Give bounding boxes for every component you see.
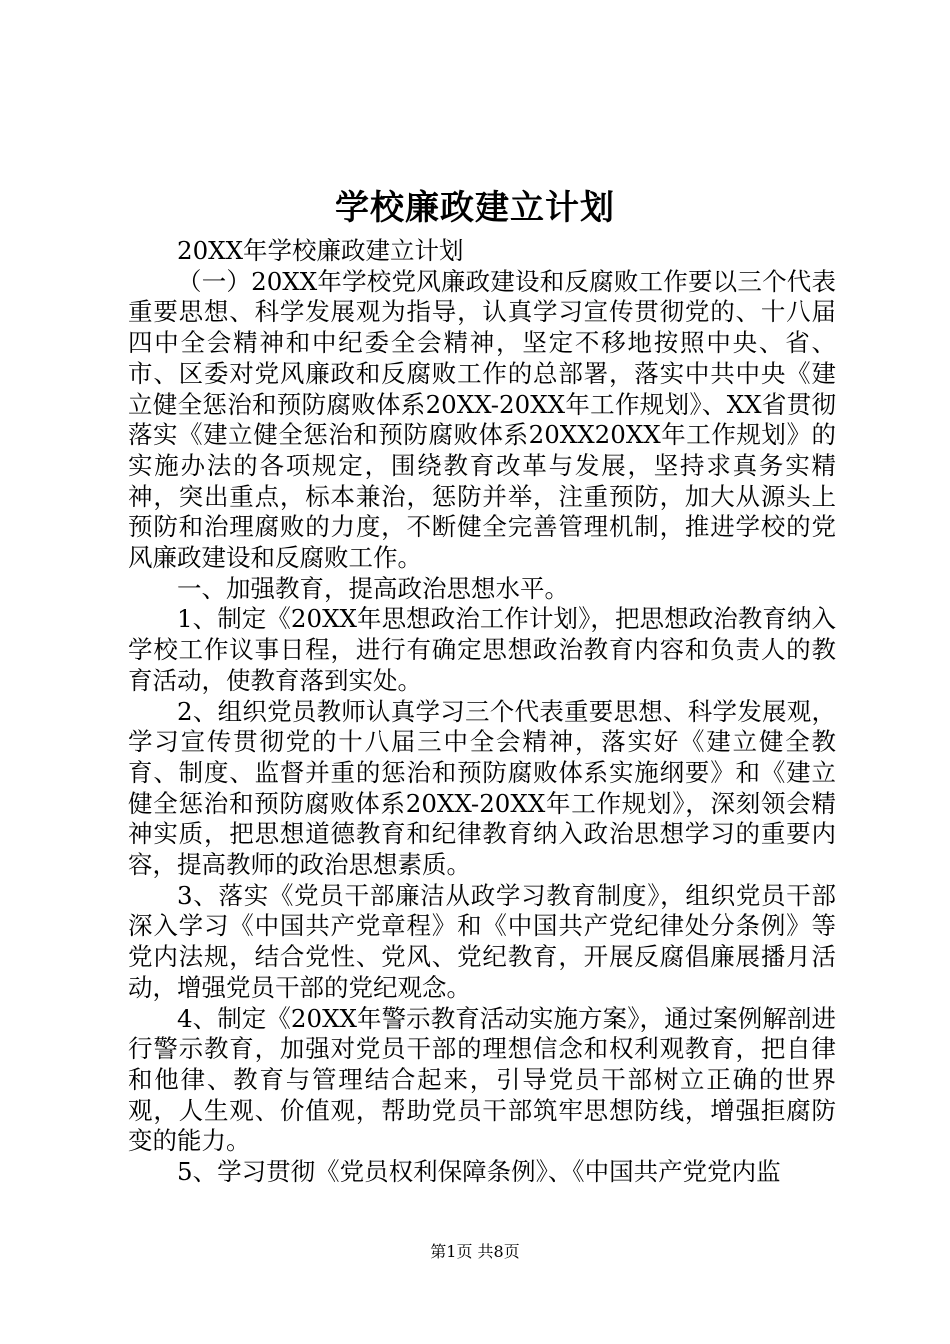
- paragraph-item-4: 4、制定《20XX年警示教育活动实施方案》，通过案例解剖进行警示教育，加强对党员干部的理想信念和权利观教育，把自律和他律、教育与管理结合起来，引导党员干部树立正确的世界观，人生观、价值观，帮助党员干部筑牢思想防线，增强拒腐防变的能力。: [128, 1003, 836, 1156]
- paragraph-item-5: 5、学习贯彻《党员权利保障条例》、《中国共产党党内监: [177, 1157, 781, 1187]
- document-body: [128, 236, 836, 1188]
- paragraph-intro: （一）20XX年学校党风廉政建设和反腐败工作要以三个代表重要思想、科学发展观为指导，认真学习宣传贯彻党的、十八届四中全会精神和中纪委全会精神，坚定不移地按照中央、省、市、区委对党风廉政和反腐败工作的总部署，落实中共中央《建立健全惩治和预防腐败体系20XX-20XX年工作规划》、XX省贯彻落实《建立健全惩治和预防腐败体系20XX20XX年工作规划》的实施办法的各项规定，围绕教育改革与发展，坚持求真务实精神，突出重点，标本兼治，惩防并举，注重预防，加大从源头上预防和治理腐败的力度，不断健全完善管理机制，推进学校的党风廉政建设和反腐败工作。: [128, 266, 836, 573]
- document-subtitle: 20XX年学校廉政建立计划: [177, 236, 464, 265]
- paragraph-item-3: 3、落实《党员干部廉洁从政学习教育制度》，组织党员干部深入学习《中国共产党章程》和《中国共产党纪律处分条例》等党内法规，结合党性、党风、党纪教育，开展反腐倡廉展播月活动，增强党员干部的党纪观念。: [128, 880, 836, 1002]
- section-heading-1: 一、加强教育，提高政治思想水平。: [177, 573, 569, 603]
- paragraph-item-2: 2、组织党员教师认真学习三个代表重要思想、科学发展观，学习宣传贯彻党的十八届三中全会精神，落实好《建立健全教育、制度、监督并重的惩治和预防腐败体系实施纲要》和《建立健全惩治和预防腐败体系20XX-20XX年工作规划》，深刻领会精神实质，把思想道德教育和纪律教育纳入政治思想学习的重要内容，提高教师的政治思想素质。: [128, 696, 836, 880]
- paragraph-item-1: 1、制定《20XX年思想政治工作计划》，把思想政治教育纳入学校工作议事日程，进行有确定思想政治教育内容和负责人的教育活动，使教育落到实处。: [128, 604, 836, 695]
- page-footer: 第1页 共8页: [430, 1242, 520, 1261]
- document-title: 学校廉政建立计划: [335, 188, 615, 228]
